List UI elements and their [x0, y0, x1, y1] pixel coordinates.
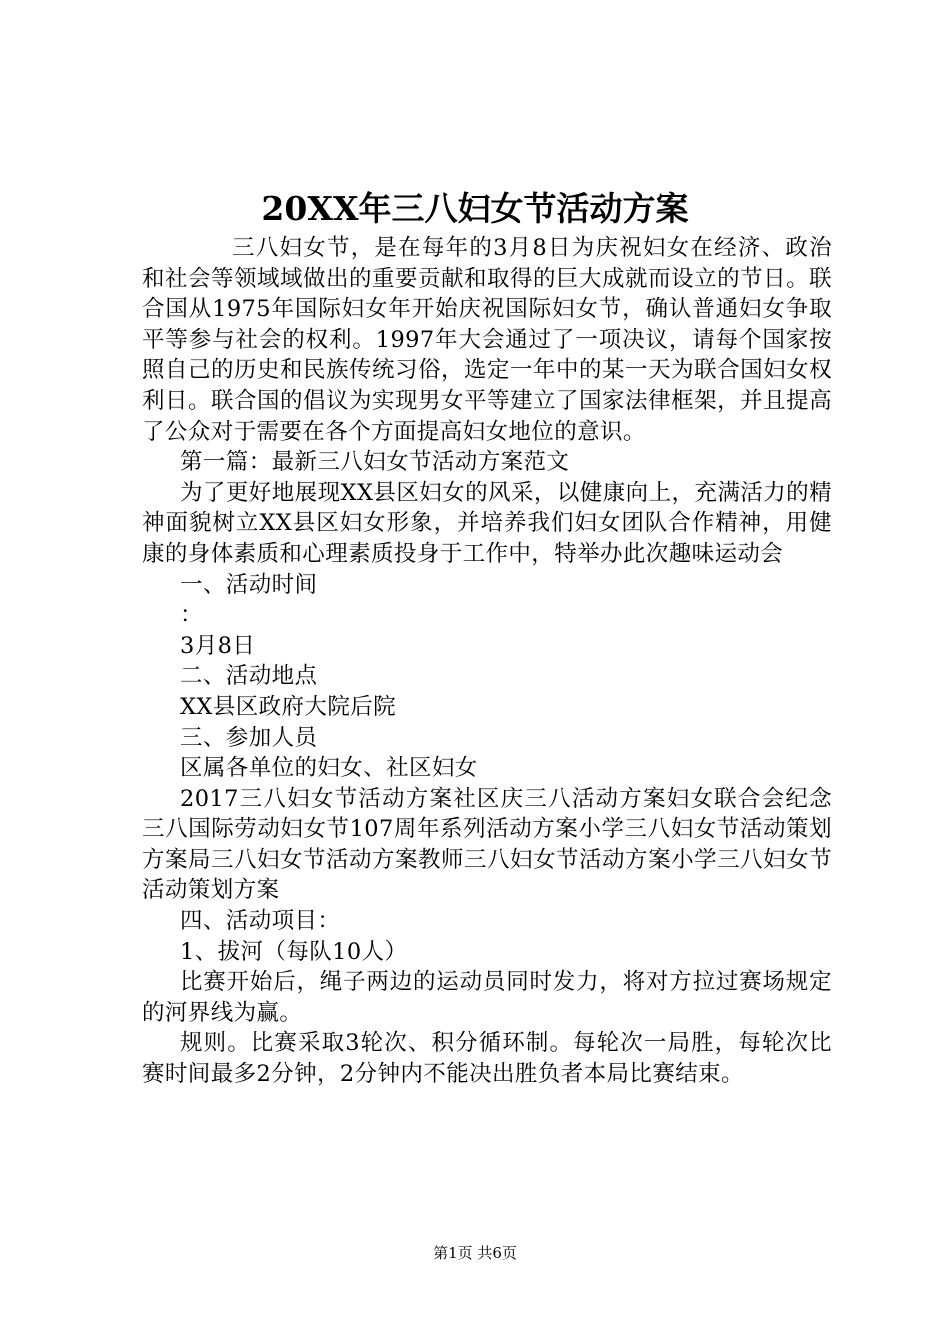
- section-heading: 第一篇：最新三八妇女节活动方案范文: [180, 449, 570, 476]
- colon-line: ：: [180, 602, 203, 629]
- sub-item-heading: 1、拔河（每队10人）: [180, 938, 408, 965]
- document-title: 20XX年三八妇女节活动方案: [261, 189, 689, 228]
- item-value: XX县区政府大院后院: [180, 693, 397, 720]
- page-footer: 第1页 共6页: [433, 1244, 517, 1262]
- body-paragraph: 2017三八妇女节活动方案社区庆三八活动方案妇女联合会纪念三八国际劳动妇女节107周年系列活动方案小学三八妇女节活动策划方案局三八妇女节活动方案教师三八妇女节活动方案小学三八妇女节活动策划方案: [142, 785, 832, 904]
- intro-paragraph: 三八妇女节，是在每年的3月8日为庆祝妇女在经济、政治和社会等领域域做出的重要贡献和取得的巨大成就而设立的节日。联合国从1975年国际妇女年开始庆祝国际妇女节，确认普通妇女争取平等参与社会的权利。1997年大会通过了一项决议，请每个国家按照自己的历史和民族传统习俗，选定一年中的某一天为联合国妇女权利日。联合国的倡议为实现男女平等建立了国家法律框架，并且提高了公众对于需要在各个方面提高妇女地位的意识。: [142, 235, 833, 445]
- body-paragraph: 比赛开始后，绳子两边的运动员同时发力，将对方拉过赛场规定的河界线为赢。: [142, 969, 832, 1026]
- item-value: 3月8日: [180, 632, 256, 659]
- document-body: [142, 233, 832, 1090]
- item-value: 区属各单位的妇女、社区妇女: [180, 755, 478, 782]
- body-paragraph: 规则。比赛采取3轮次、积分循环制。每轮次一局胜，每轮次比赛时间最多2分钟，2分钟内不能决出胜负者本局比赛结束。: [142, 1030, 832, 1088]
- item-heading: 四、活动项目：: [180, 908, 341, 935]
- item-heading: 一、活动时间: [180, 571, 318, 598]
- body-paragraph: 为了更好地展现XX县区妇女的风采，以健康向上，充满活力的精神面貌树立XX县区妇女形象，并培养我们妇女团队合作精神，用健康的身体素质和心理素质投身于工作中，特举办此次趣味运动会: [142, 479, 832, 567]
- item-heading: 二、活动地点: [180, 663, 318, 690]
- item-heading: 三、参加人员: [180, 724, 318, 751]
